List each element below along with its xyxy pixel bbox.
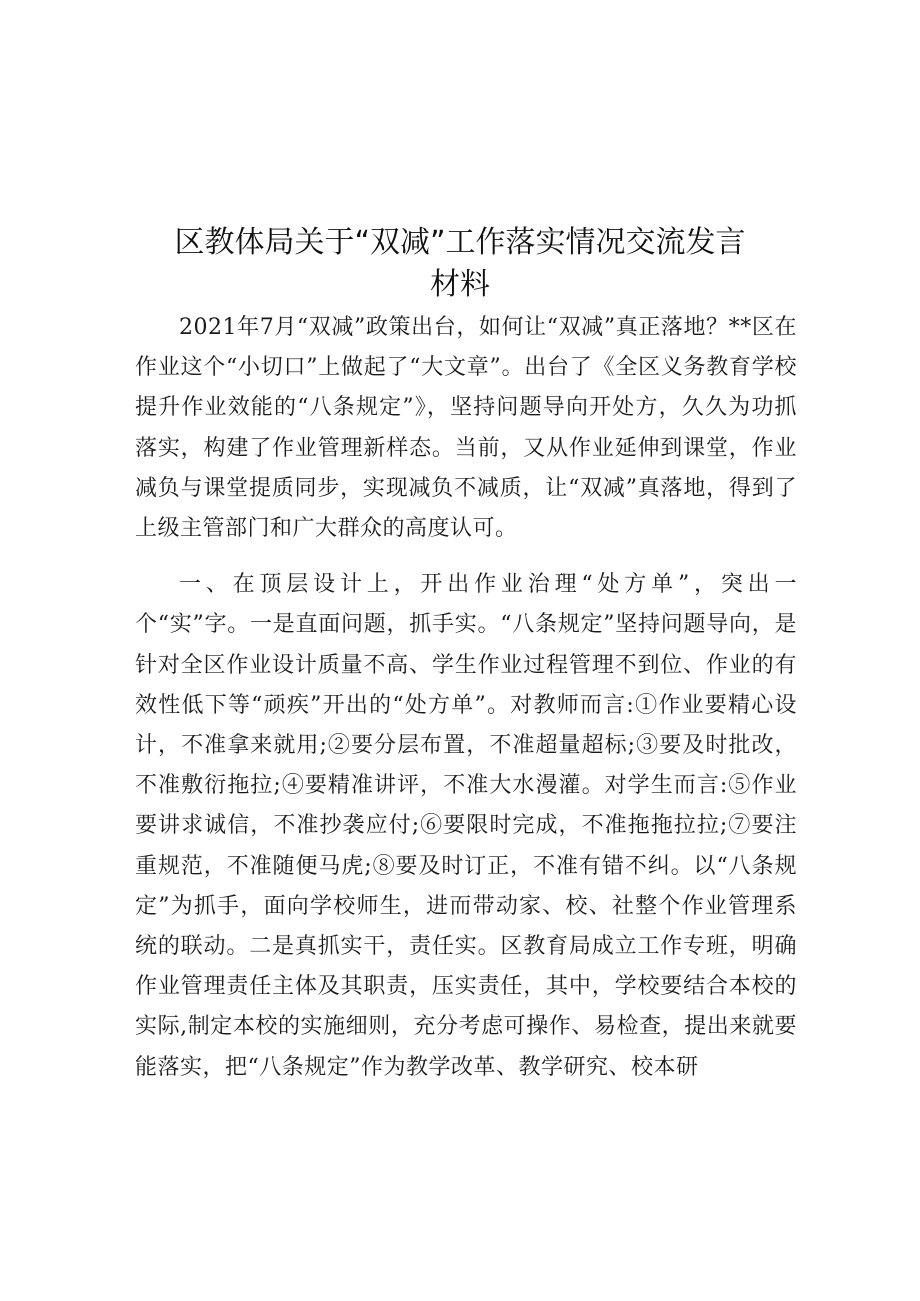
- paragraph-section-1: 一、在顶层设计上，开出作业治理“处方单”，突出一个“实”字。一是直面问题，抓手实。“八条规定”坚持问题导向，是针对全区作业设计质量不高、学生作业过程管理不到位、作业的有效性低下等“顽疾”开出的“处方单”。对教师而言:①作业要精心设计，不准拿来就用;②要分层布置，不准超量超标;③要及时批改，不准敷衍拖拉;④要精准讲评，不准大水漫灌。对学生而言:⑤作业要讲求诚信，不准抄袭应付;⑥要限时完成，不准拖拖拉拉;⑦要注重规范，不准随便马虎;⑧要及时订正，不准有错不纠。以“八条规定”为抓手，面向学校师生，进而带动家、校、社整个作业管理系统的联动。二是真抓实干，责任实。区教育局成立工作专班，明确作业管理责任主体及其职责，压实责任，其中，学校要结合本校的实际,制定本校的实施细则，充分考虑可操作、易检查，提出来就要能落实，把“八条规定”作为教学改革、教学研究、校本研: [135, 572, 797, 1080]
- document-body: [135, 308, 797, 1088]
- title-line-2: 材料: [430, 267, 490, 302]
- document-title: [120, 222, 800, 306]
- title-line-1: 区教体局关于“双减”工作落实情况交流发言: [174, 225, 746, 260]
- paragraph-intro: 2021年7月“双减”政策出台，如何让“双减”真正落地？**区在作业这个“小切口”上做起了“大文章”。出台了《全区义务教育学校提升作业效能的“八条规定”》，坚持问题导向开处方，久久为功抓落实，构建了作业管理新样态。当前，又从作业延伸到课堂，作业减负与课堂提质同步，实现减负不减质，让“双减”真落地，得到了上级主管部门和广大群众的高度认可。: [135, 315, 797, 542]
